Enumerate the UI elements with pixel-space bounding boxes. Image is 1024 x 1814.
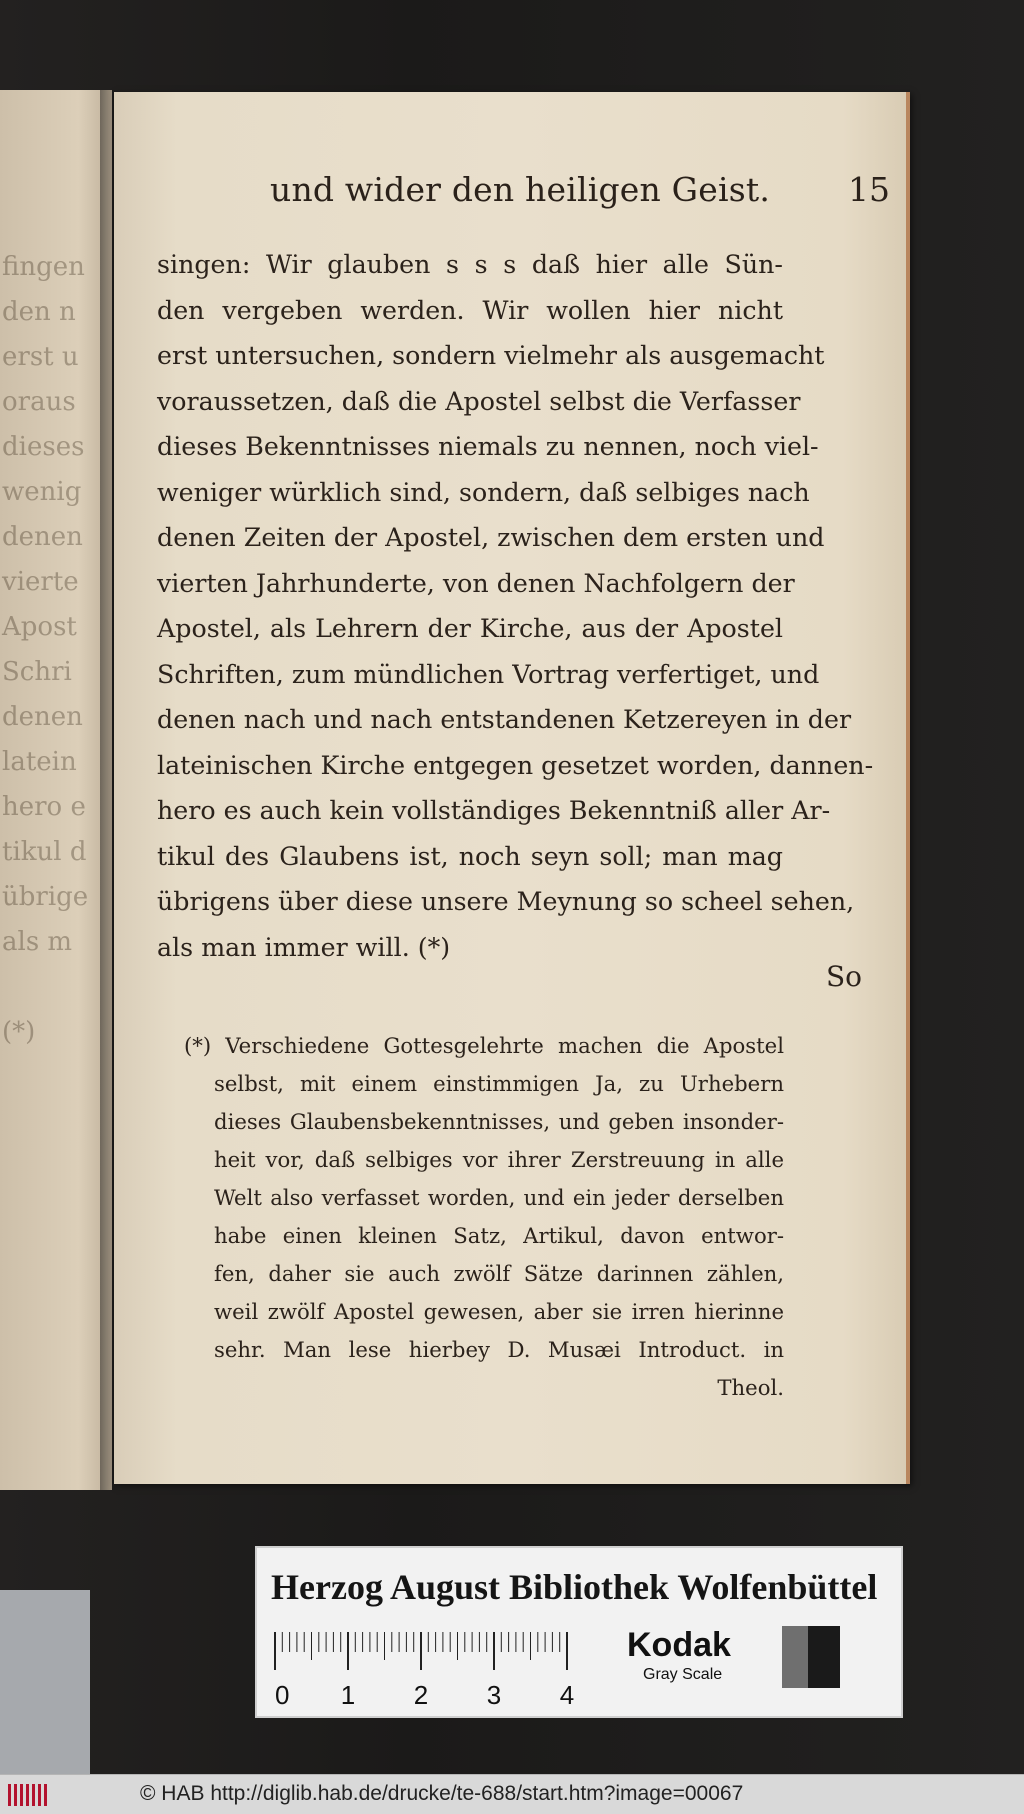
ruler-number: 0: [275, 1680, 290, 1710]
text-line: dieses Bekenntnisses niemals zu nennen, noch viel-: [157, 432, 819, 461]
text-line: denen Zeiten der Apostel, zwischen dem ersten und: [157, 523, 825, 552]
scan-card-fragment: [0, 1590, 90, 1780]
footer-bar: [0, 1774, 1024, 1814]
footnote-line: selbst, mit einem einstimmigen Ja, zu Urhebern: [214, 1071, 784, 1096]
ruler-number: 3: [486, 1680, 502, 1710]
hab-logo-icon: [6, 1781, 48, 1809]
text-line: denen nach und nach entstandenen Ketzereyen in der: [157, 705, 852, 734]
text-line: tikul des Glaubens ist, noch seyn soll; man mag: [157, 841, 783, 871]
text-line: voraussetzen, daß die Apostel selbst die Verfasser: [157, 386, 801, 416]
text-line: singen: Wir glauben s s s daß hier alle Sün-: [157, 250, 783, 279]
text-line: vierten Jahrhunderte, von denen Nachfolgern der: [157, 568, 795, 598]
text-line: als man immer will. (*): [157, 932, 451, 962]
text-line: übrigens über diese unsere Meynung so scheel sehen,: [157, 887, 855, 916]
footnote-line: fen, daher sie auch zwölf Sätze darinnen zählen,: [214, 1261, 784, 1286]
footnote-line: sehr. Man lese hierbey D. Musæi Introduct. in: [214, 1337, 784, 1362]
ruler-number: 4: [559, 1680, 575, 1710]
text-line: erst untersuchen, sondern vielmehr als ausgemacht: [157, 341, 825, 370]
body-text: [157, 242, 874, 970]
text-line: Apostel, als Lehrern der Kirche, aus der Apostel: [157, 614, 783, 643]
footnote-line: habe einen kleinen Satz, Artikul, davon entwor-: [214, 1223, 784, 1248]
page-number: 15: [848, 170, 890, 209]
footnote-line: (*) Verschiedene Gottesgelehrte machen die Apostel: [184, 1033, 784, 1058]
footnote-line: weil zwölf Apostel gewesen, aber sie irren hierinne: [214, 1299, 784, 1324]
text-line: hero es auch kein vollständiges Bekenntniß aller Ar-: [157, 796, 831, 825]
footnote-line: Welt also verfasset worden, und ein jeder derselben: [214, 1185, 784, 1210]
text-line: Schriften, zum mündlichen Vortrag verfertiget, und: [157, 659, 820, 689]
footnote-line: heit vor, daß selbiges vor ihrer Zerstreuung in alle: [214, 1147, 784, 1172]
gray-scale-swatch: [782, 1626, 840, 1688]
library-name: Herzog August Bibliothek Wolfenbüttel: [271, 1567, 878, 1607]
previous-page-text: fingen den n erst u oraus dieses wenig denen vierte Apost Schri denen latein hero e tikul d übrige als m (*): [2, 252, 89, 1047]
text-line: lateinischen Kirche entgegen gesetzet worden, dannen-: [157, 750, 874, 780]
ruler-number: 1: [340, 1680, 356, 1710]
copyright-url: © HAB http://diglib.hab.de/drucke/te-688/start.htm?image=00067: [140, 1782, 744, 1805]
text-line: den vergeben werden. Wir wollen hier nicht: [157, 295, 783, 325]
footnote-line: Theol.: [717, 1375, 784, 1400]
previous-page-fragment: [0, 90, 112, 1490]
footnote: [184, 1027, 784, 1407]
ruler-number: 2: [413, 1680, 429, 1710]
scale-ruler: [271, 1626, 601, 1716]
library-label: [255, 1546, 903, 1718]
text-line: weniger würklich sind, sondern, daß selbiges nach: [157, 477, 810, 507]
running-title: und wider den heiligen Geist.: [270, 170, 771, 209]
book-page: [114, 92, 910, 1484]
footnote-line: dieses Glaubensbekenntnisses, und geben insonder-: [214, 1109, 784, 1134]
gray-scale-label: Gray Scale: [643, 1666, 723, 1683]
running-head: [270, 170, 890, 226]
kodak-logo: Kodak: [627, 1626, 731, 1664]
catchword: So: [825, 960, 862, 993]
